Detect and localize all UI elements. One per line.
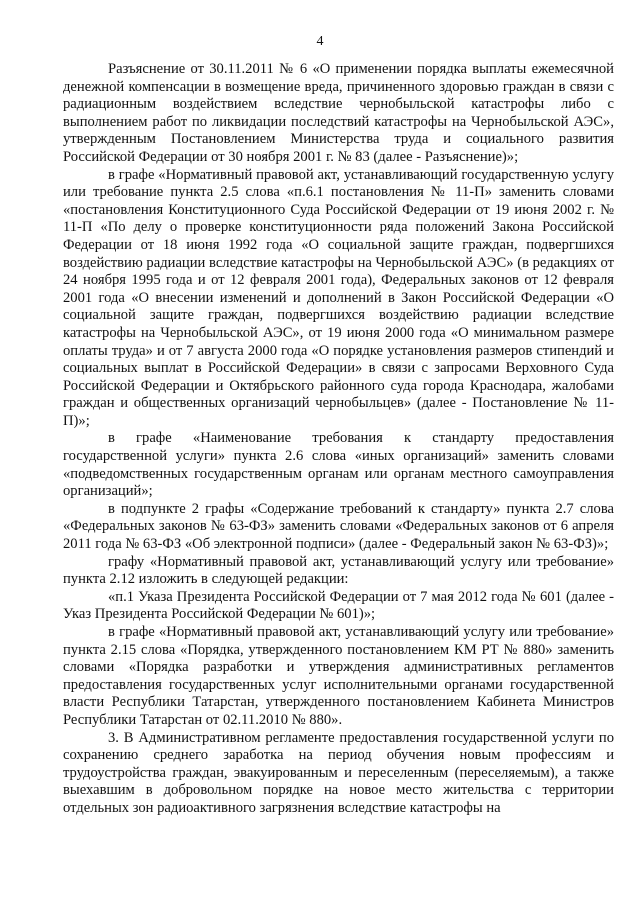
- paragraph-item-2-12-text: «п.1 Указа Президента Российской Федерации от 7 мая 2012 года № 601 (далее - Указ Президента Российской Федерации № 601)»;: [63, 588, 614, 623]
- paragraph-item-2-15: в графе «Нормативный правовой акт, устанавливающий услугу или требование» пункта 2.15 слова «Порядка, утвержденного постановлением КМ РТ № 880» заменить словами «Порядка разработки и утверждения административных регламентов предоставления государственных услуг исполнительными органами государственной власти Республики Татарстан, утвержденного постановлением Кабинета Министров Республики Татарстан от 02.11.2010 № 880».: [63, 624, 614, 728]
- paragraph-item-2-6: в графе «Наименование требования к стандарту предоставления государственной услуги» пункта 2.6 слова «иных организаций» заменить словами «подведомственных государственным органам или органам местного самоуправления организаций»;: [63, 430, 614, 500]
- paragraph-section-3: 3. В Административном регламенте предоставления государственной услуги по сохранению среднего заработка на период обучения новым профессиям и трудоустройства граждан, эвакуированным и переселенным (переселяемым), а также выехавшим в добровольном порядке на новое место жительства с территории отдельных зон радиоактивного загрязнения вследствие катастрофы на: [63, 729, 614, 816]
- paragraph-item-2-5: в графе «Нормативный правовой акт, устанавливающий государственную услугу или требование пункта 2.5 слова «п.6.1 постановления № 11-П» заменить словами «постановления Конституционного Суда Российской Федерации от 19 июня 2002 г. № 11-П «По делу о проверке конституционности ряда положений Закона Российской Федерации от 18 июня 1992 года «О социальной защите граждан, подвергшихся воздействию радиации вследствие катастрофы на Чернобыльской АЭС» (в редакциях от 24 ноября 1995 года и от 12 февраля 2001 года), Федеральных законов от 12 февраля 2001 года «О внесении изменений и дополнений в Закон Российской Федерации «О социальной защите граждан, подвергшихся воздействию радиации вследствие катастрофы на Чернобыльской АЭС», от 19 июня 2000 года «О минимальном размере оплаты труда» и от 7 августа 2000 года «О порядке установления размеров стипендий и социальных выплат в Российской Федерации» в связи с запросами Верховного Суда Российской Федерации и Октябрьского районного суда города Краснодара, жалобами граждан и общественных организаций чернобыльцев» (далее - Постановление № 11-П)»;: [63, 166, 614, 429]
- paragraph-razyasnenie: Разъяснение от 30.11.2011 № 6 «О применении порядка выплаты ежемесячной денежной компенсации в возмещение вреда, причиненного здоровью граждан в связи с радиационным воздействием вследствие чернобыльской катастрофы либо с выполнением работ по ликвидации последствий катастрофы на Чернобыльской АЭС», утвержденным Постановлением Министерства труда и социального развития Российской Федерации от 30 ноября 2001 г. № 83 (далее - Разъяснение)»;: [63, 61, 614, 165]
- document-body: [63, 61, 614, 818]
- paragraph-item-2-7: в подпункте 2 графы «Содержание требований к стандарту» пункта 2.7 слова «Федеральных законов № 63-ФЗ» заменить словами «Федеральных законов от 6 апреля 2011 года № 63-ФЗ «Об электронной подписи» (далее - Федеральный закон № 63-ФЗ)»;: [63, 500, 614, 553]
- paragraph-item-2-12: графу «Нормативный правовой акт, устанавливающий услугу или требование» пункта 2.12 изложить в следующей редакции:: [63, 553, 614, 588]
- page-number: 4: [316, 34, 324, 49]
